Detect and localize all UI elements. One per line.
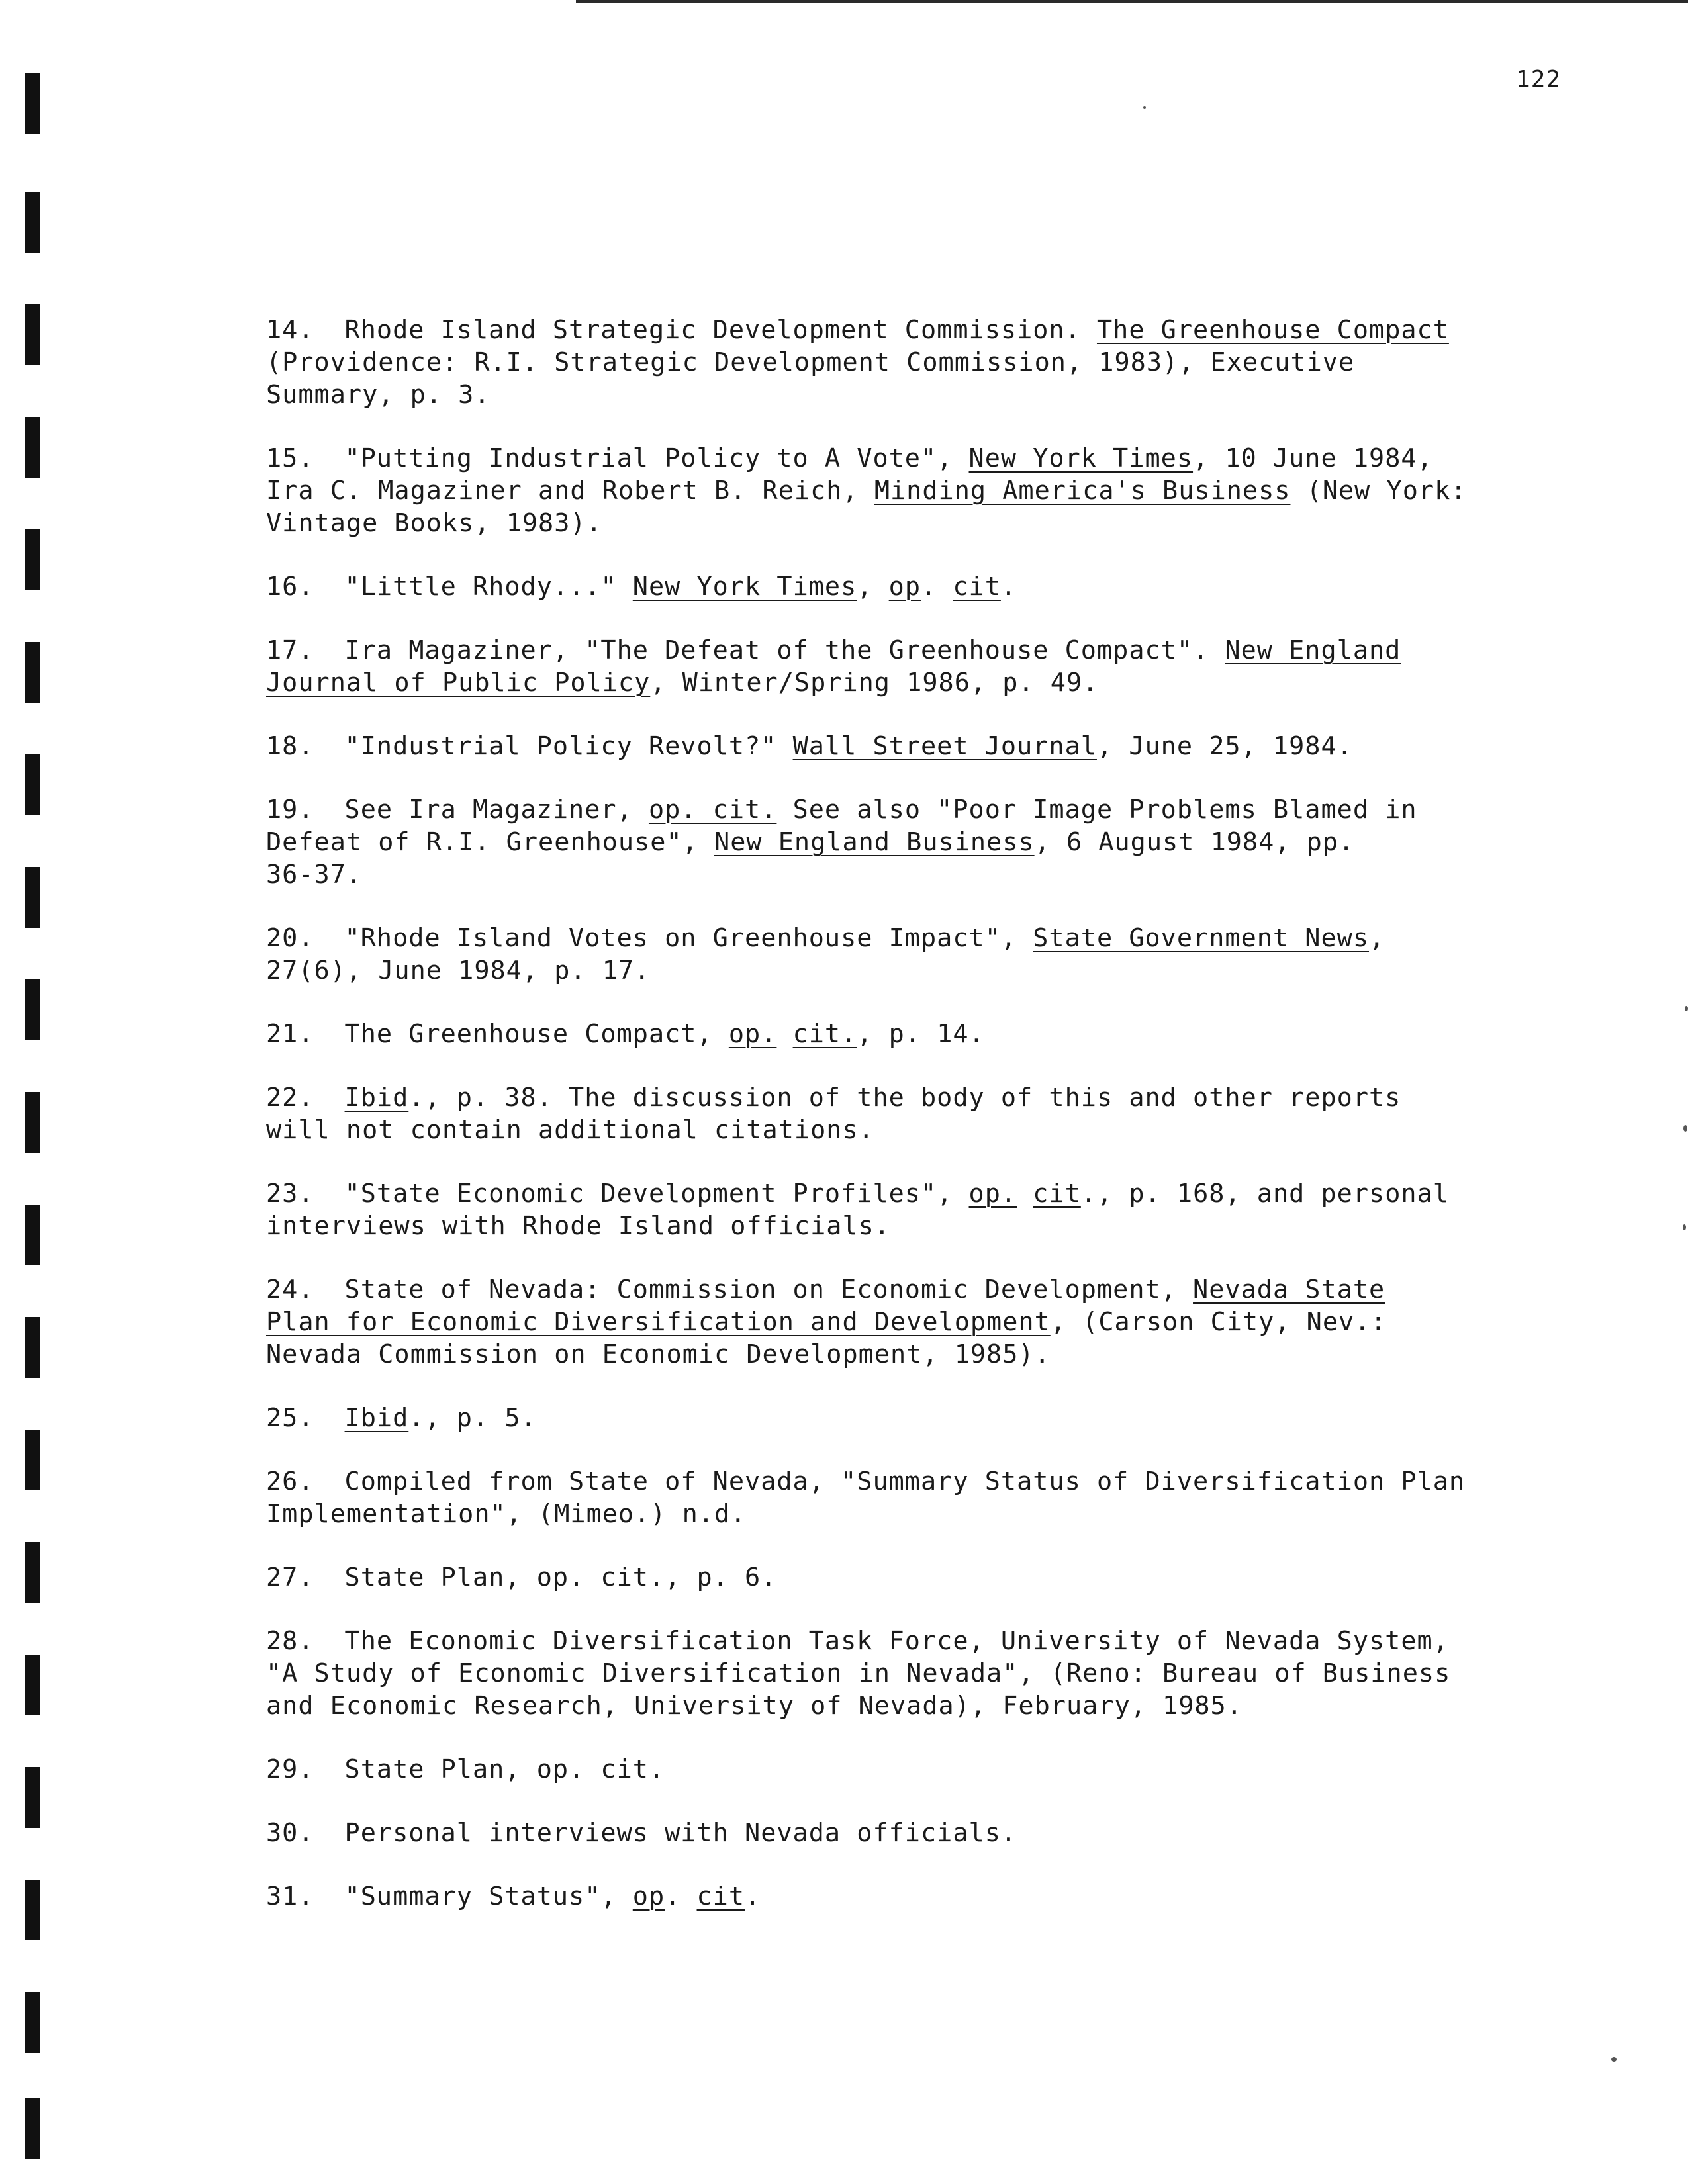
endnote-text: See Ira Magaziner, [344, 795, 649, 825]
underlined-title: op. [968, 1179, 1017, 1208]
endnote-text: . [921, 572, 953, 602]
scan-speck [1683, 1125, 1687, 1132]
punch-hole [25, 2098, 40, 2159]
endnote-text: Compiled from State of Nevada, "Summary Status of Diversification Plan Implementation", (Mimeo.) n.d. [266, 1467, 1466, 1529]
endnote-text: See also "Poor Image Problems Blamed in Defeat of R.I. Greenhouse", [266, 795, 1417, 857]
scan-speck [1143, 106, 1146, 109]
punch-hole [25, 1542, 40, 1603]
endnote-text: ., p. 5. [408, 1403, 537, 1433]
underlined-title: cit [953, 572, 1001, 602]
endnote-number: 19. [266, 795, 314, 825]
endnote-text: "State Economic Development Profiles", [344, 1179, 969, 1208]
endnote-text: , 27(6), June 1984, p. 17. [266, 923, 1385, 985]
punch-hole [25, 642, 40, 703]
endnote-number: 26. [266, 1467, 314, 1496]
underlined-title: New York Times [968, 443, 1194, 473]
endnote [266, 634, 1511, 699]
endnote-text: Ira Magaziner, "The Defeat of the Greenhouse Compact". [344, 635, 1225, 665]
endnote [266, 730, 1511, 762]
underlined-title: New England Business [714, 827, 1035, 857]
endnote [266, 1177, 1511, 1242]
endnote [266, 922, 1511, 987]
scan-speck [1683, 1224, 1686, 1230]
endnote [266, 570, 1511, 603]
endnote-text: . [665, 1882, 697, 1911]
endnote-text: . [745, 1882, 761, 1911]
punch-hole [25, 1880, 40, 1940]
page-number: 122 [1516, 66, 1562, 93]
endnote [266, 1625, 1511, 1722]
endnote [266, 1081, 1511, 1146]
endnote-text: (New York: Vintage Books, 1983). [266, 476, 1467, 538]
underlined-title: op [888, 572, 921, 602]
endnote-number: 15. [266, 443, 314, 473]
endnote [266, 1561, 1511, 1594]
endnote-text: (Providence: R.I. Strategic Development Commission, 1983), Executive Summary, p. 3. [266, 347, 1355, 410]
underlined-title: Minding America's Business [874, 476, 1291, 506]
endnote-text: The Economic Diversification Task Force, University of Nevada System, "A Study of Economic Diversification in Nevada", (Reno: Bureau of Business and Economic Research, University of Nevada), February, 1985. [266, 1626, 1451, 1721]
endnote-number: 14. [266, 315, 314, 345]
endnote-text: , 6 August 1984, pp. 36-37. [266, 827, 1355, 889]
endnote-text: State of Nevada: Commission on Economic Development, [344, 1275, 1194, 1304]
endnote-text: , (Carson City, Nev.: Nevada Commission on Economic Development, 1985). [266, 1307, 1387, 1369]
endnote-text: , p. 14. [857, 1019, 985, 1049]
endnote [266, 314, 1511, 411]
endnote-text: , June 25, 1984. [1096, 731, 1353, 761]
punch-hole [25, 1655, 40, 1715]
endnote [266, 1465, 1511, 1530]
endnote-text: ., p. 168, and personal interviews with Rhode Island officials. [266, 1179, 1449, 1241]
endnote-text: "Little Rhody..." [344, 572, 633, 602]
endnote-text: , 10 June 1984, Ira C. Magaziner and Robert B. Reich, [266, 443, 1433, 506]
endnote-number: 22. [266, 1083, 314, 1113]
punch-hole [25, 867, 40, 928]
underlined-title: Ibid [344, 1403, 409, 1433]
endnote-number: 24. [266, 1275, 314, 1304]
underlined-title: State Government News [1033, 923, 1370, 953]
endnote-text: . [1000, 572, 1017, 602]
underlined-title: Plan for Economic Diversification and Development [266, 1307, 1051, 1337]
endnote [266, 1880, 1511, 1913]
endnote [266, 1817, 1511, 1849]
endnote [266, 794, 1511, 891]
endnote-number: 28. [266, 1626, 314, 1656]
scan-speck [1611, 2057, 1617, 2062]
endnote-number: 20. [266, 923, 314, 953]
endnote [266, 1753, 1511, 1786]
underlined-title: cit [1033, 1179, 1081, 1208]
endnote-text: "Putting Industrial Policy to A Vote", [344, 443, 969, 473]
endnote-text: , Winter/Spring 1986, p. 49. [650, 668, 1099, 698]
endnote-text: The Greenhouse Compact, [344, 1019, 729, 1049]
endnote [266, 442, 1511, 539]
underlined-title: New England [1225, 635, 1401, 665]
endnote-text: "Industrial Policy Revolt?" [344, 731, 793, 761]
punch-hole [25, 304, 40, 365]
endnote-text: "Rhode Island Votes on Greenhouse Impact", [344, 923, 1033, 953]
endnote-number: 18. [266, 731, 314, 761]
punch-hole [25, 1767, 40, 1828]
scan-speck [1685, 1006, 1688, 1011]
endnote-number: 23. [266, 1179, 314, 1208]
endnote-number: 17. [266, 635, 314, 665]
endnote [266, 1402, 1511, 1434]
endnote-number: 31. [266, 1882, 314, 1911]
underlined-title: The Greenhouse Compact [1096, 315, 1449, 345]
underlined-title: cit. [792, 1019, 857, 1049]
endnote-number: 27. [266, 1563, 314, 1592]
punch-hole [25, 1992, 40, 2053]
underlined-title: op. cit. [648, 795, 777, 825]
endnote-text: State Plan, op. cit. [344, 1754, 665, 1784]
punch-hole [25, 1092, 40, 1153]
endnote-text [776, 1019, 792, 1049]
underlined-title: New York Times [632, 572, 857, 602]
endnote-text: Rhode Island Strategic Development Commission. [344, 315, 1097, 345]
punch-hole [25, 754, 40, 815]
punch-hole [25, 1205, 40, 1265]
endnote-number: 29. [266, 1754, 314, 1784]
endnote-number: 16. [266, 572, 314, 602]
endnote [266, 1273, 1511, 1371]
binding-punch-holes [25, 73, 53, 2177]
endnote-text: State Plan, op. cit., p. 6. [344, 1563, 777, 1592]
endnote [266, 1018, 1511, 1050]
endnote-number: 25. [266, 1403, 314, 1433]
endnote-number: 21. [266, 1019, 314, 1049]
punch-hole [25, 192, 40, 253]
underlined-title: Wall Street Journal [792, 731, 1097, 761]
top-edge-rule [576, 0, 1688, 3]
underlined-title: op [632, 1882, 665, 1911]
endnote-text: , [857, 572, 889, 602]
endnote-text [1017, 1179, 1033, 1208]
underlined-title: op. [728, 1019, 777, 1049]
punch-hole [25, 1317, 40, 1378]
endnote-text: Personal interviews with Nevada officials. [344, 1818, 1017, 1848]
underlined-title: Journal of Public Policy [266, 668, 651, 698]
underlined-title: Ibid [344, 1083, 409, 1113]
punch-hole [25, 73, 40, 134]
endnote-text: ., p. 38. The discussion of the body of this and other reports will not contain additional citations. [266, 1083, 1401, 1145]
punch-hole [25, 1430, 40, 1490]
endnote-text: "Summary Status", [344, 1882, 633, 1911]
punch-hole [25, 417, 40, 478]
punch-hole [25, 529, 40, 590]
endnote-number: 30. [266, 1818, 314, 1848]
punch-hole [25, 979, 40, 1040]
endnotes-list [266, 314, 1511, 1944]
underlined-title: cit [696, 1882, 745, 1911]
underlined-title: Nevada State [1193, 1275, 1385, 1304]
